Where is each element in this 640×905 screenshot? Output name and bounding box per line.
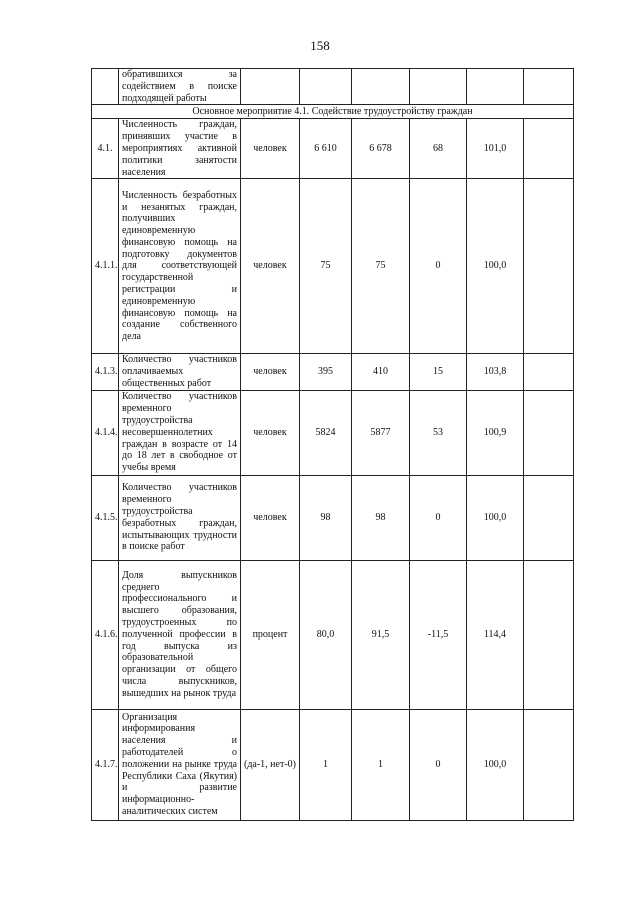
note-cell <box>524 69 574 105</box>
plan-cell: 1 <box>300 709 352 820</box>
deviation-cell: -11,5 <box>410 560 467 709</box>
fact-cell: 410 <box>352 354 410 390</box>
indicator-name: Численность граждан, принявших участие в мероприятиях активной политики занятости населения <box>119 119 241 179</box>
row-number: 4.1.5. <box>92 475 119 560</box>
note-cell <box>524 560 574 709</box>
table-row <box>92 560 574 709</box>
row-number: 4.1.1. <box>92 179 119 354</box>
fact-cell: 91,5 <box>352 560 410 709</box>
unit-cell: человек <box>241 390 300 475</box>
row-number: 4.1.3. <box>92 354 119 390</box>
indicator-name: Организация информирования населения и работодателей о положении на рынке труда Республики Саха (Якутия) и развитие информационно-аналитических систем <box>119 709 241 820</box>
indicator-name: Количество участников временного трудоустройства несовершеннолетних граждан в возрасте от 14 до 18 лет в свободное от учебы время <box>119 390 241 475</box>
row-number: 4.1. <box>92 119 119 179</box>
percent-cell: 103,8 <box>467 354 524 390</box>
table-row <box>92 709 574 820</box>
table-row <box>92 354 574 390</box>
unit-cell: человек <box>241 179 300 354</box>
note-cell <box>524 390 574 475</box>
fact-cell: 1 <box>352 709 410 820</box>
plan-cell: 80,0 <box>300 560 352 709</box>
report-table <box>91 68 574 821</box>
plan-cell: 395 <box>300 354 352 390</box>
row-number: 4.1.7. <box>92 709 119 820</box>
note-cell <box>524 179 574 354</box>
unit-cell: человек <box>241 119 300 179</box>
note-cell <box>524 119 574 179</box>
unit-cell: процент <box>241 560 300 709</box>
indicator-name: Численность безработных и незанятых граждан, получивших единовременную финансовую помощь на подготовку документов для соответствующей государственной регистрации и единовременную финансовую помощь на создание собственного дела <box>119 179 241 354</box>
section-title: Основное мероприятие 4.1. Содействие трудоустройству граждан <box>92 105 574 119</box>
fact-cell: 98 <box>352 475 410 560</box>
row-number <box>92 69 119 105</box>
note-cell <box>524 475 574 560</box>
deviation-cell: 68 <box>410 119 467 179</box>
deviation-cell: 0 <box>410 475 467 560</box>
deviation-cell: 15 <box>410 354 467 390</box>
percent-cell: 100,0 <box>467 475 524 560</box>
deviation-cell: 0 <box>410 709 467 820</box>
indicator-name: обратившихся за содействием в поиске подходящей работы <box>119 69 241 105</box>
table-row <box>92 475 574 560</box>
table-row <box>92 390 574 475</box>
percent-cell: 100,0 <box>467 709 524 820</box>
table-row <box>92 69 574 105</box>
note-cell <box>524 709 574 820</box>
unit-cell: человек <box>241 354 300 390</box>
indicator-name: Количество участников временного трудоустройства безработных граждан, испытывающих трудности в поиске работ <box>119 475 241 560</box>
fact-cell: 75 <box>352 179 410 354</box>
percent-cell: 100,9 <box>467 390 524 475</box>
row-number: 4.1.6. <box>92 560 119 709</box>
table-row <box>92 179 574 354</box>
unit-cell: человек <box>241 475 300 560</box>
indicator-name: Количество участников оплачиваемых общественных работ <box>119 354 241 390</box>
percent-cell: 114,4 <box>467 560 524 709</box>
indicator-name: Доля выпускников среднего профессионального и высшего образования, трудоустроенных по полученной профессии в год выпуска из образовательной организации от общего числа выпускников, вышедших на рынок труда <box>119 560 241 709</box>
table-row <box>92 119 574 179</box>
percent-cell: 100,0 <box>467 179 524 354</box>
deviation-cell <box>410 69 467 105</box>
page-number: 158 <box>310 38 330 53</box>
percent-cell: 101,0 <box>467 119 524 179</box>
plan-cell <box>300 69 352 105</box>
plan-cell: 98 <box>300 475 352 560</box>
fact-cell <box>352 69 410 105</box>
deviation-cell: 53 <box>410 390 467 475</box>
section-row <box>92 105 574 119</box>
plan-cell: 75 <box>300 179 352 354</box>
plan-cell: 5824 <box>300 390 352 475</box>
deviation-cell: 0 <box>410 179 467 354</box>
fact-cell: 6 678 <box>352 119 410 179</box>
row-number: 4.1.4. <box>92 390 119 475</box>
percent-cell <box>467 69 524 105</box>
note-cell <box>524 354 574 390</box>
plan-cell: 6 610 <box>300 119 352 179</box>
unit-cell <box>241 69 300 105</box>
fact-cell: 5877 <box>352 390 410 475</box>
unit-cell: (да-1, нет-0) <box>241 709 300 820</box>
